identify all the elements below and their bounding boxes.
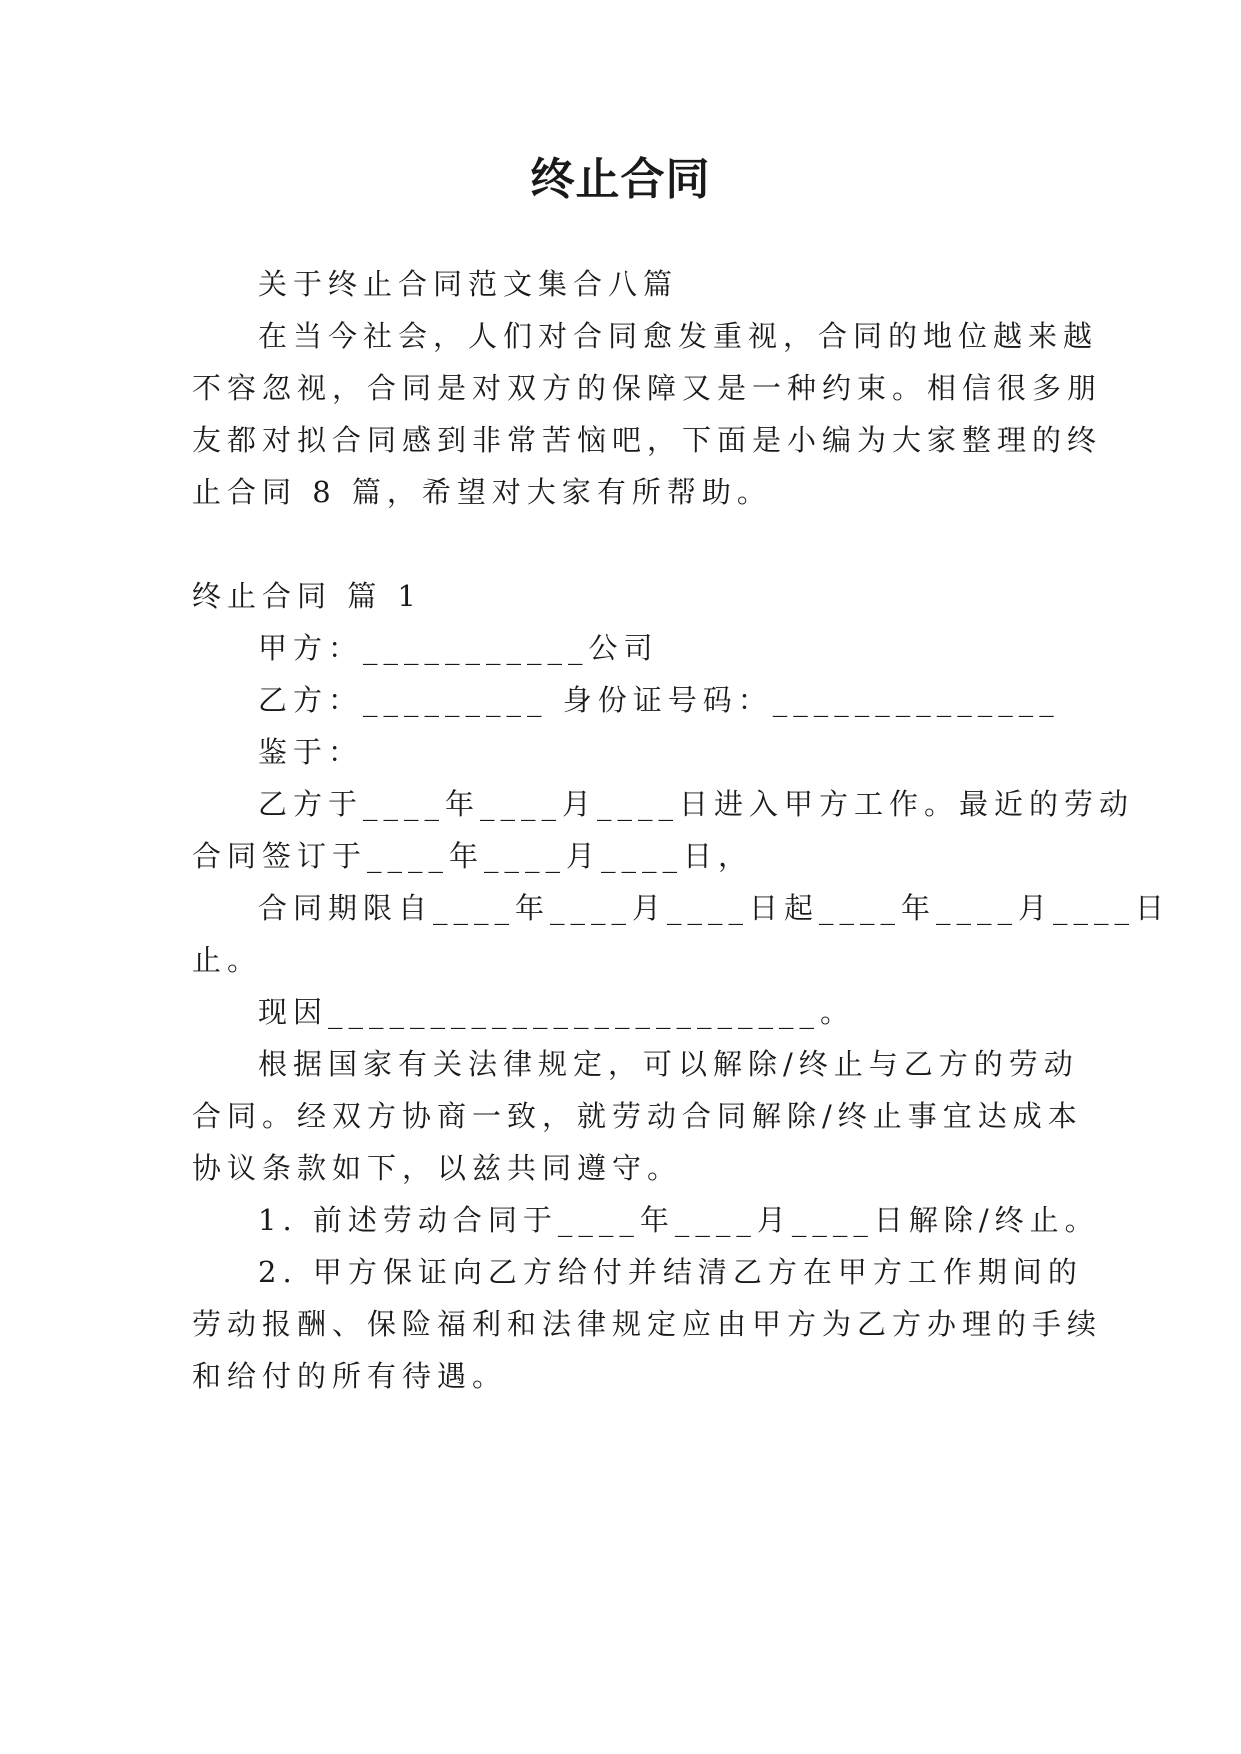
legal-basis-line: 协议条款如下，以兹共同遵守。: [192, 1151, 683, 1185]
contract-term-line: 合同期限自____年____月____日起____年____月____日: [258, 891, 1171, 925]
intro-paragraph-line: 在当今社会，人们对合同愈发重视，合同的地位越来越: [258, 319, 1099, 353]
contract-term-line: 止。: [192, 943, 263, 977]
intro-paragraph-line: 止合同 8 篇，希望对大家有所帮助。: [192, 475, 772, 509]
reason-line: 现因________________________。: [258, 995, 856, 1029]
clause-2-line: 2. 甲方保证向乙方给付并结清乙方在甲方工作期间的: [258, 1255, 1083, 1289]
entry-date-line: 合同签订于____年____月____日，: [192, 839, 754, 873]
intro-paragraph-line: 友都对拟合同感到非常苦恼吧，下面是小编为大家整理的终: [192, 423, 1103, 457]
party-b-line: 乙方：_________ 身份证号码：______________: [258, 683, 1060, 717]
document-title: 终止合同: [530, 154, 711, 205]
clause-1: 1. 前述劳动合同于____年____月____日解除/终止。: [258, 1203, 1100, 1237]
section-heading: 终止合同 篇 1: [192, 579, 422, 613]
whereas-label: 鉴于：: [258, 735, 364, 769]
clause-2-line: 劳动报酬、保险福利和法律规定应由甲方为乙方办理的手续: [192, 1307, 1103, 1341]
legal-basis-line: 合同。经双方协商一致，就劳动合同解除/终止事宜达成本: [192, 1099, 1083, 1133]
legal-basis-line: 根据国家有关法律规定，可以解除/终止与乙方的劳动: [258, 1047, 1079, 1081]
clause-2-line: 和给付的所有待遇。: [192, 1359, 508, 1393]
intro-heading: 关于终止合同范文集合八篇: [258, 267, 679, 301]
party-a-line: 甲方：___________公司: [258, 631, 659, 665]
intro-paragraph-line: 不容忽视，合同是对双方的保障又是一种约束。相信很多朋: [192, 371, 1103, 405]
entry-date-line: 乙方于____年____月____日进入甲方工作。最近的劳动: [258, 787, 1135, 821]
